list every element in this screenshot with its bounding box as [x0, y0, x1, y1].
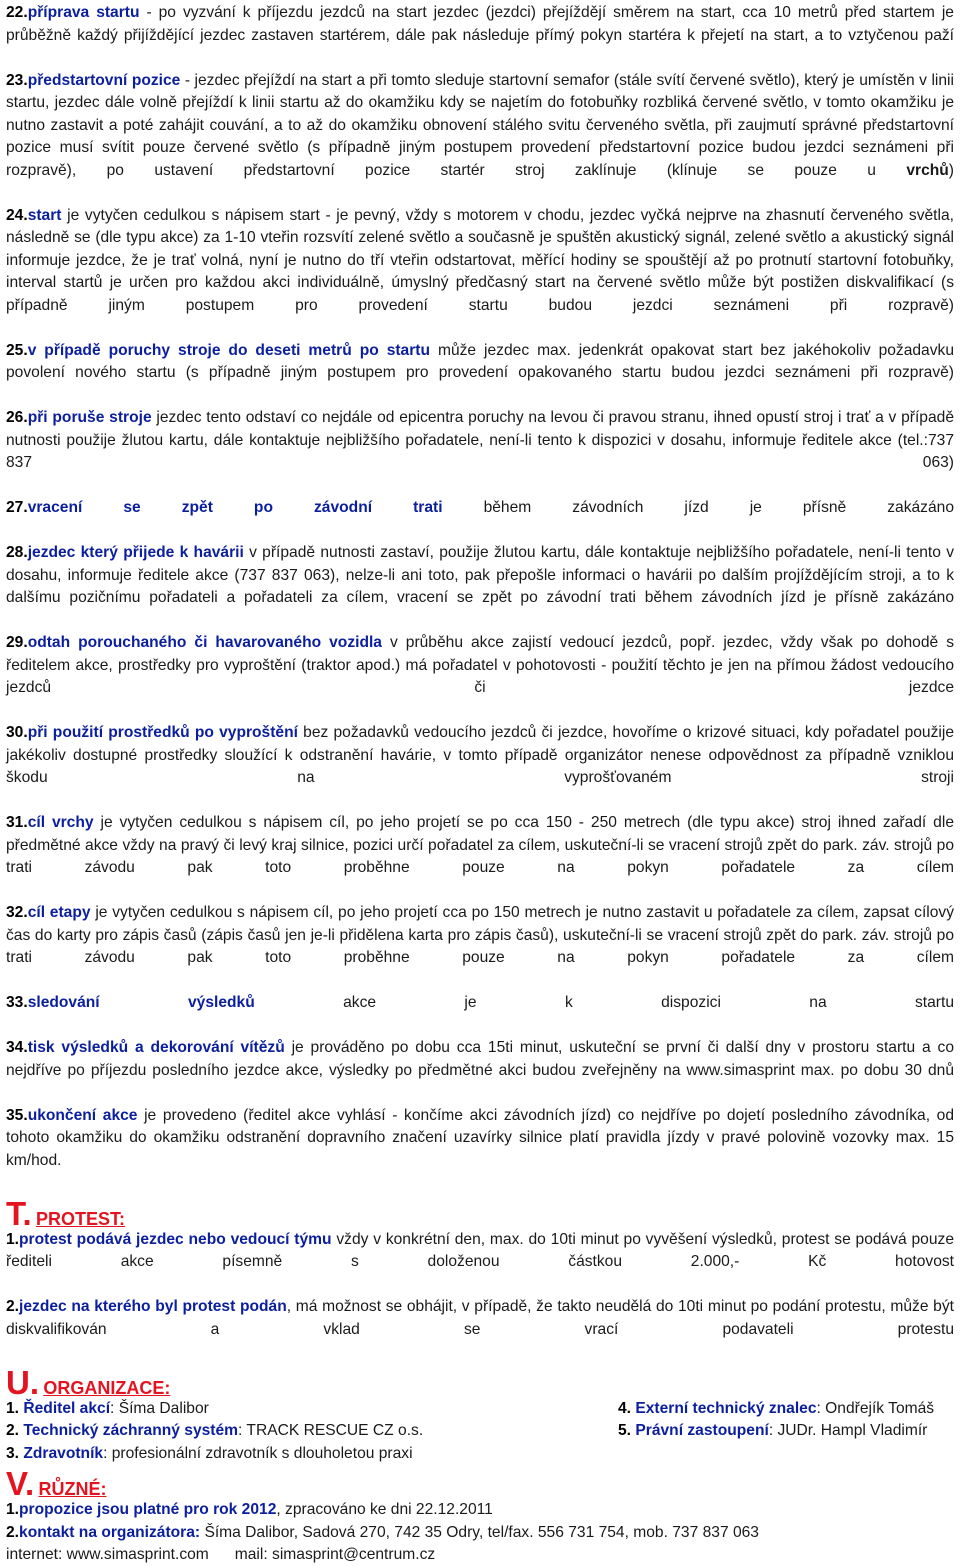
- item-text: bez požadavků vedoucího jezdců či jezdce, hovoříme o krizové situaci, kdy pořadatel použije jakékoliv dostupné prostředky sloužící k odstranění havárie, v tomto případě organizátor nenese odpovědnost za případně vzniklou škodu na vyprošťovaném stroji: [6, 724, 954, 786]
- item-number: 2.: [6, 1523, 20, 1541]
- rule-26: [6, 407, 954, 497]
- item-number: 26.: [6, 409, 28, 426]
- rule-25: [6, 340, 954, 408]
- item-text: může jezdec max. jedenkrát opakovat start bez jakéhokoliv požadavku povolení nového startu (s případně jiným postupem pro provedení opakovaného startu budou jezdci seznámeni při rozpravě): [6, 341, 954, 381]
- item-number: 2.: [6, 1422, 20, 1439]
- item-title: kontakt na organizátora:: [19, 1523, 201, 1541]
- item-title: propozice jsou platné pro rok 2012: [19, 1501, 277, 1518]
- item-text: je provedeno (ředitel akce vyhlásí - končíme akci závodních jízd) co nejdříve po dojetí posledního závodníka, od tohoto okamžiku do okamžiku odstranění dopravního značení uzavírky silnice platí pravidla jízdy v pravé polovině vozovky max. 15 km/hod.: [6, 1106, 954, 1169]
- item-text: je vytyčen cedulkou s nápisem cíl, po jeho projetí se po cca 150 - 250 metrech (dle typu akce) stroj ihned zařadí dle předmětné akce vždy na pravý či levý kraj silnice, pozici určí pořadatel za cílem, uskuteční-li se vracení strojů zpět do park. záv. strojů po trati závodu pak toto proběhne pouze na pokyn pořadatele za cílem: [6, 814, 954, 876]
- item-number: 31.: [6, 814, 28, 831]
- item-number: 28.: [6, 544, 28, 561]
- item-number: 3.: [6, 1444, 20, 1462]
- rule-28: [6, 542, 954, 632]
- section-letter: T.: [6, 1194, 32, 1232]
- item-title: tisk výsledků a dekorování vítězů: [27, 1039, 285, 1056]
- ruzne-item-2: [6, 1522, 954, 1545]
- org-label: Externí technický znalec: [635, 1399, 817, 1417]
- ruzne-item-1: [6, 1499, 954, 1522]
- item-number: 5.: [618, 1422, 632, 1439]
- item-title: odtah porouchaného či havarovaného vozidla: [27, 634, 382, 651]
- org-item: [6, 1398, 618, 1421]
- item-text: - po vyzvání k příjezdu jezdců na start jezdec (jezdci) přejíždějí směrem na start, cca 10 metrů před startem je průběžně každý přijíždějící jezdec zastaven startérem, dále pak následuje přímý pokyn startéra k přejetí na start, a to vztyčenou paží: [6, 4, 954, 44]
- item-number: 24.: [6, 206, 28, 224]
- rule-31: [6, 812, 954, 902]
- org-label: Právní zastoupení: [635, 1422, 769, 1439]
- item-text-end: ): [948, 161, 954, 179]
- item-title: jezdec který přijede k havárii: [27, 544, 244, 561]
- org-value: : profesionální zdravotník s dlouholetou praxi: [103, 1444, 413, 1462]
- rule-32: [6, 902, 954, 992]
- org-row-2: [6, 1420, 954, 1443]
- section-letter: U.: [6, 1363, 39, 1401]
- item-number: 4.: [618, 1399, 632, 1417]
- item-number: 34.: [6, 1039, 28, 1056]
- section-title: RŮZNÉ:: [38, 1479, 107, 1499]
- protest-item-1: [6, 1229, 954, 1297]
- item-text: , má možnost se obhájit, v případě, že takto neudělá do 10ti minut po podání protestu, může být diskvalifikován a vklad se vrací podavateli protestu: [6, 1298, 954, 1338]
- rule-27: [6, 497, 954, 542]
- item-text: - jezdec přejíždí na start a při tomto sleduje startovní semafor (stále svítí červené světlo), který je umístěn v linii startu, jezdec dále volně přejíždí k linii startu až do okamžiku kdy se najetím do fotobuňky rozbliká červené světlo, v tomto okamžiku je nutno zastavit a poté zahájit couvání, a to až do okamžiku obnovení stálého svitu červeného světla, při zaujmutí správné předstartovní pozice musí svítit pouze červené světlo (s případně jiným postupem provedení předstartovní pozice budou jezdci seznámeni při rozpravě), po ustavení předstartovní pozice startér stroj zaklínuje (klínuje se pouze u: [6, 71, 954, 179]
- item-number: 25.: [6, 341, 28, 359]
- item-number: 27.: [6, 499, 28, 516]
- item-text: vždy v konkrétní den, max. do 10ti minut po vyvěšení výsledků, protest se podává pouze řediteli akce písemně s doloženou částkou 2.000,- Kč hotovost: [6, 1230, 954, 1270]
- item-text: je vytyčen cedulkou s nápisem start - je pevný, vždy s motorem v chodu, jezdec vyčká nejprve na zhasnutí červeného světla, následně se (dle typu akce) za 1-10 vteřin rozsvítí zelené světlo a současně je spuštěn akustický signál, zelené světlo a akustický signál informuje jezdce, že je trať volná, nyní je nutno do tří vteřin odstartovat, měřící hodiny se spouštějí až po protnutí startovní fotobuňky, interval startů je určen pro každou akci individuálně, úmyslný předčasný start na červené světlo může být postižen diskvalifikací (s případně jiným postupem pro provedení startu budou jezdci seznámeni při rozpravě): [6, 206, 954, 314]
- item-title: v případě poruchy stroje do deseti metrů po startu: [27, 341, 431, 359]
- item-title: sledování výsledků: [27, 994, 255, 1011]
- rule-23: [6, 70, 954, 205]
- org-item: [6, 1443, 618, 1466]
- section-heading-ruzne: [6, 1465, 954, 1502]
- org-label: Technický záchranný systém: [23, 1422, 239, 1439]
- section-title: PROTEST:: [36, 1208, 126, 1229]
- item-title: při poruše stroje: [27, 409, 152, 426]
- item-title: ukončení akce: [27, 1106, 138, 1124]
- item-number: 33.: [6, 994, 28, 1011]
- rule-34: [6, 1037, 954, 1105]
- rule-29: [6, 632, 954, 722]
- item-title: protest podává jezdec nebo vedoucí týmu: [19, 1230, 332, 1248]
- item-number: 22.: [6, 4, 28, 21]
- item-text: v případě nutnosti zastaví, použije žlutou kartu, dále kontaktuje nejbližšího pořadatele, není-li tento v dosahu, informuje ředitele akce (737 837 063), nelze-li ani toto, pak přepošle informaci o havárii po dalším projíždějícím stroji, a to k dalšímu pozičnímu pořadateli a pořadateli za cílem, vracení se zpět po závodní trati během závodních jízd je přísně zakázáno: [6, 544, 954, 606]
- item-text: Šíma Dalibor, Sadová 270, 742 35 Odry, tel/fax. 556 731 754, mob. 737 837 063: [200, 1523, 759, 1541]
- item-number: 29.: [6, 634, 28, 651]
- org-label: Zdravotník: [23, 1444, 104, 1462]
- org-item: [618, 1398, 954, 1421]
- section-letter: V.: [6, 1465, 35, 1502]
- org-value: : Šíma Dalibor: [110, 1399, 209, 1417]
- item-title: jezdec na kterého byl protest podán: [19, 1298, 287, 1315]
- item-title: předstartovní pozice: [27, 71, 181, 89]
- rule-24: [6, 205, 954, 340]
- rule-33: [6, 992, 954, 1037]
- item-number: 30.: [6, 724, 28, 741]
- item-title: vracení se zpět po závodní trati: [27, 499, 443, 516]
- item-title: při použití prostředků po vyproštění: [27, 724, 298, 741]
- contact-web-mail: [6, 1544, 954, 1567]
- rule-35: [6, 1105, 954, 1195]
- section-title: ORGANIZACE:: [43, 1377, 171, 1398]
- org-label: Ředitel akcí: [23, 1399, 111, 1417]
- org-row-1: [6, 1398, 954, 1421]
- item-text: v průběhu akce zajistí vedoucí jezdců, popř. jezdec, vždy však po dohodě s ředitelem akce, prostředky pro vyproštění (traktor apod.) má pořadatel v pohotovosti - použití těchto je jen na přímou žádost vedoucího jezdců či jezdce: [6, 634, 954, 696]
- item-text: je vytyčen cedulkou s nápisem cíl, po jeho projetí cca po 150 metrech je nutno zastavit u pořadatele za cílem, zapsat cílový čas do karty pro zápis časů (zápis časů jen je-li přidělena karta pro zápis časů), uskuteční-li se vracení strojů zpět do park. záv. strojů po trati závodu pak toto proběhne pouze na pokyn pořadatele za cílem: [6, 904, 955, 966]
- item-number: 1.: [6, 1230, 20, 1248]
- item-text: je prováděno po dobu cca 15ti minut, uskuteční se první či další dny v prostoru startu a co nejdříve po příjezdu posledního jezdce akce, výsledky po předmětné akci budou zveřejněny na www.simasprint max. po dobu 30 dnů: [6, 1039, 954, 1079]
- org-row-3: [6, 1443, 954, 1466]
- item-text: během závodních jízd je přísně zakázáno: [442, 499, 954, 516]
- item-title: příprava startu: [27, 4, 140, 21]
- item-number: 32.: [6, 904, 28, 921]
- item-title: start: [27, 206, 62, 224]
- item-text: , zpracováno ke dni 22.12.2011: [276, 1501, 493, 1518]
- item-bold-word: vrchů: [906, 161, 949, 179]
- item-title: cíl etapy: [27, 904, 91, 921]
- org-item: [6, 1420, 618, 1443]
- org-value: : JUDr. Hampl Vladimír: [768, 1422, 928, 1439]
- org-item: [618, 1420, 954, 1443]
- item-number: 1.: [6, 1501, 20, 1518]
- protest-item-2: [6, 1296, 954, 1364]
- item-number: 1.: [6, 1399, 20, 1417]
- item-title: cíl vrchy: [27, 814, 94, 831]
- org-value: : TRACK RESCUE CZ o.s.: [238, 1422, 424, 1439]
- contact-line: internet: www.simasprint.com mail: simasprint@centrum.cz: [6, 1546, 436, 1563]
- rule-30: [6, 722, 954, 812]
- item-number: 23.: [6, 71, 28, 89]
- item-number: 35.: [6, 1106, 28, 1124]
- rule-22: [6, 2, 954, 70]
- item-text: jezdec tento odstaví co nejdále od epicentra poruchy na levou či pravou stranu, ihned opustí stroj i trať a v případě nutnosti použije žlutou kartu, dále kontaktuje nejbližšího pořadatele, není-li tento k dispozici v dosahu, informuje ředitele akce (tel.:737 837 063): [6, 409, 955, 471]
- item-number: 2.: [6, 1298, 20, 1315]
- org-value: : Ondřejík Tomáš: [816, 1399, 935, 1417]
- section-heading-protest: [6, 1194, 954, 1232]
- section-heading-organizace: [6, 1363, 954, 1401]
- item-text: akce je k dispozici na startu: [254, 994, 955, 1011]
